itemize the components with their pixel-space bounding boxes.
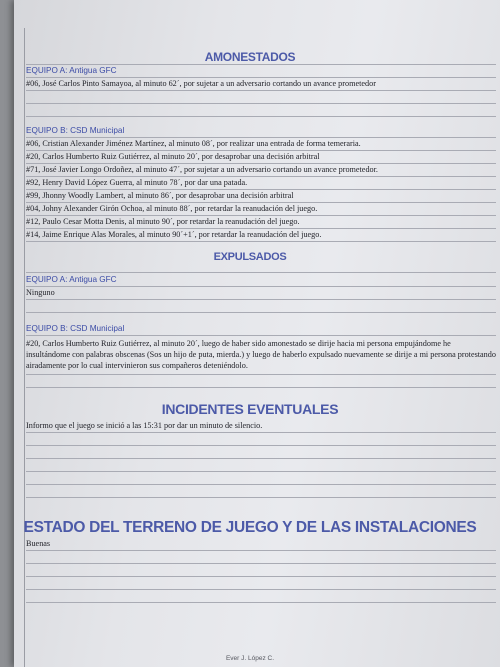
- divider: [26, 576, 496, 577]
- incident-text: Informo que el juego se inició a las 15:31 por dar un minuto de silencio.: [26, 419, 496, 433]
- expelled-text: #20, Carlos Humberto Ruiz Gutiérrez, al minuto 20´, luego de haber sido amonestado se dirije hacia mi persona empujándome he insultándome con palabras obscenas (Sos un hijo de puta, mierda.) y luego de haberlo expulsado nuevamente se dirije a mi persona protestando airadamente por lo cual intervinieron sus compañeros deteniéndolo.: [26, 339, 496, 370]
- list-item: #06, José Carlos Pinto Samayoa, al minuto 62´, por sujetar a un adversario cortando un avance prometedor: [26, 77, 496, 91]
- signature: Ever J. López C.: [225, 655, 275, 662]
- list-item: #14, Jaime Enrique Alas Morales, al minuto 90´+1´, por retardar la reanudación del juego.: [26, 228, 496, 242]
- divider: [26, 387, 496, 388]
- margin-line: [24, 28, 25, 667]
- section-title-expulsados: EXPULSADOS: [213, 251, 287, 263]
- team-b-label: EQUIPO B: CSD Municipal: [26, 322, 496, 336]
- divider: [26, 458, 496, 459]
- divider: [26, 497, 496, 498]
- list-item: #71, José Javier Longo Ordoñez, al minuto 47´, por sujetar a un adversario cortando un avance prometedor.: [26, 163, 496, 177]
- list-item: #04, Johny Alexander Girón Ochoa, al minuto 88´, por retardar la reanudación del juego.: [26, 202, 496, 216]
- team-a-label: EQUIPO A: Antigua GFC: [26, 273, 496, 287]
- divider: [26, 589, 496, 590]
- divider: [26, 374, 496, 375]
- divider: [26, 602, 496, 603]
- section-title-estado: ESTADO DEL TERRENO DE JUEGO Y DE LAS INSTALACIONES: [23, 519, 477, 536]
- list-item: #20, Carlos Humberto Ruiz Gutiérrez, al minuto 20´, por desaprobar una decisión arbitral: [26, 150, 496, 164]
- field-condition-text: Buenas: [26, 537, 496, 551]
- divider: [26, 484, 496, 485]
- expelled-text: Ninguno: [26, 286, 496, 300]
- team-a-label: EQUIPO A: Antigua GFC: [26, 64, 496, 78]
- team-b-label: EQUIPO B: CSD Municipal: [26, 124, 496, 138]
- empty-row: [26, 90, 496, 104]
- divider: [26, 445, 496, 446]
- list-item: #99, Jhonny Woodly Lambert, al minuto 86´, por desaprobar una decisión arbitral: [26, 189, 496, 203]
- list-item: #92, Henry David López Guerra, al minuto 78´, por dar una patada.: [26, 176, 496, 190]
- empty-row: [26, 299, 496, 313]
- section-title-amonestados: AMONESTADOS: [204, 50, 296, 64]
- empty-row: [26, 103, 496, 117]
- divider: [26, 563, 496, 564]
- divider: [26, 471, 496, 472]
- section-title-incidentes: INCIDENTES EVENTUALES: [161, 401, 339, 417]
- list-item: #06, Cristian Alexander Jiménez Martínez, al minuto 08´, por realizar una entrada de forma temeraria.: [26, 137, 496, 151]
- list-item: #12, Paulo Cesar Motta Denis, al minuto 90´, por retardar la reanudación del juego.: [26, 215, 496, 229]
